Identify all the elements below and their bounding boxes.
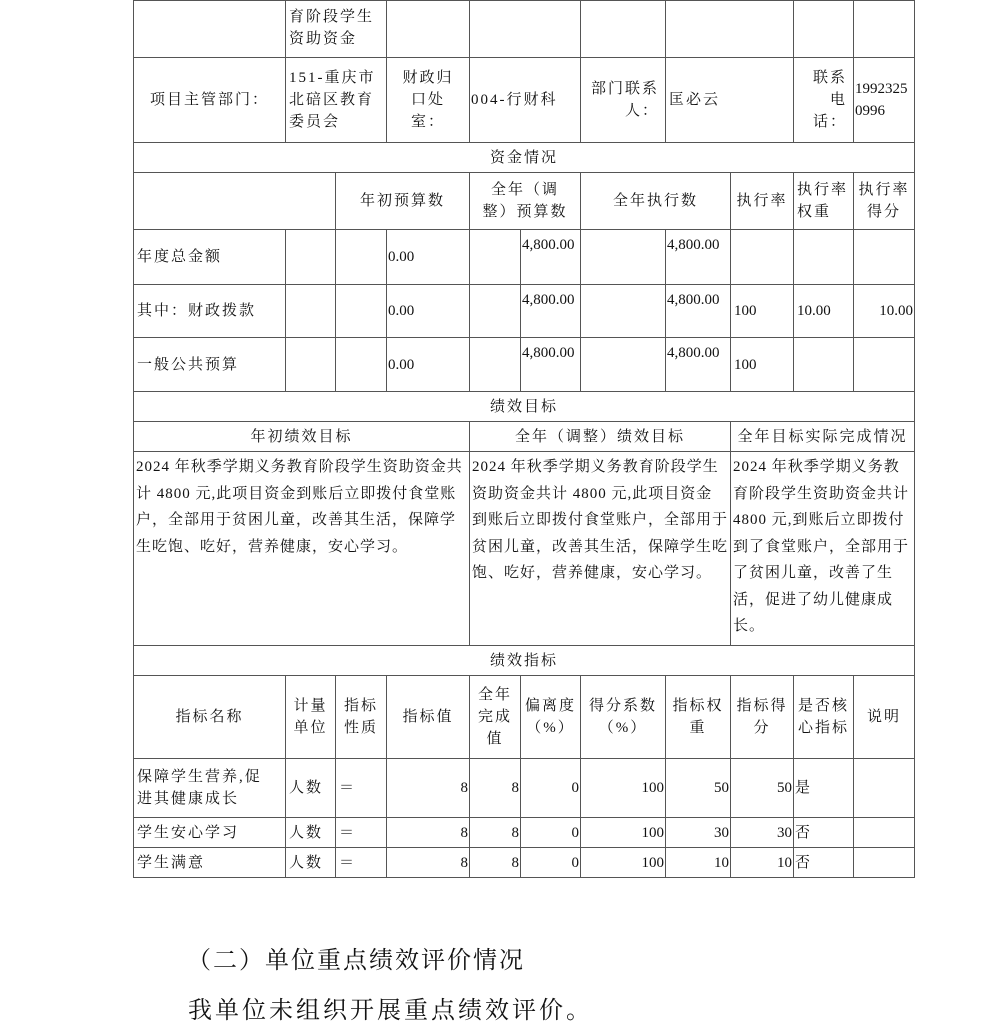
ind-row-note [853,847,915,878]
funds-row-executed: 4,800.00 [665,337,731,392]
phone-value: 19923250996 [853,57,915,143]
funds-header-initial: 年初预算数 [335,172,470,230]
empty-cell [469,284,521,338]
empty-cell [793,0,854,58]
funds-row-executed: 4,800.00 [665,229,731,285]
ind-row-name: 学生安心学习 [133,817,286,848]
empty-cell [469,337,521,392]
empty-cell [335,229,387,285]
funds-row-weight: 10.00 [793,284,854,338]
ind-row-name: 保障学生营养,促进其健康成长 [133,758,286,818]
ind-header-score: 指标得分 [730,675,794,759]
funds-row-initial: 0.00 [386,284,470,338]
empty-cell [580,284,666,338]
phone-label: 联系电话： [793,57,854,143]
finance-value: 004-行财科 [469,57,581,143]
ind-row-deviation: 0 [520,847,581,878]
indicators-section-title: 绩效指标 [133,645,915,676]
funds-row-label: 一般公共预算 [133,337,286,392]
ind-row-nature: ＝ [335,758,387,818]
funds-row-score: 10.00 [853,284,915,338]
empty-cell [580,229,666,285]
ind-row-note [853,758,915,818]
ind-row-actual: 8 [469,847,521,878]
funds-row-label: 年度总金额 [133,229,286,285]
ind-row-actual: 8 [469,817,521,848]
dept-label: 项目主管部门： [133,57,286,143]
funds-row-score [853,337,915,392]
funds-row-label: 其中：财政拨款 [133,284,286,338]
ind-row-coef: 100 [580,847,666,878]
empty-cell [285,284,336,338]
ind-row-unit: 人数 [285,758,336,818]
goal-adjusted-text: 2024 年秋季学期义务教育阶段学生资助资金共计 4800 元,此项目资金到账后立即拨付食堂账户，全部用于贫困儿童，改善其生活，保障学生吃饱、吃好，营养健康，安心学习。 [469,451,731,646]
funds-row-weight [793,229,854,285]
funds-header-executed: 全年执行数 [580,172,731,230]
ind-row-unit: 人数 [285,847,336,878]
ind-row-target: 8 [386,758,470,818]
funds-row-adjusted: 4,800.00 [520,337,581,392]
goals-header-initial: 年初绩效目标 [133,421,470,452]
ind-header-unit: 计量单位 [285,675,336,759]
funds-row-weight [793,337,854,392]
ind-row-score: 50 [730,758,794,818]
dept-value: 151-重庆市北碚区教育委员会 [285,57,387,143]
funds-header-rate: 执行率 [730,172,794,230]
ind-header-name: 指标名称 [133,675,286,759]
goal-initial-text: 2024 年秋季学期义务教育阶段学生资助资金共计 4800 元,此项目资金到账后立即拨付食堂账户，全部用于贫困儿童，改善其生活，保障学生吃饱、吃好，营养健康，安心学习。 [133,451,470,646]
empty-cell [665,0,794,58]
name-label-cell [133,0,286,58]
ind-row-core: 否 [793,847,854,878]
ind-row-score: 30 [730,817,794,848]
ind-row-target: 8 [386,817,470,848]
ind-row-weight: 50 [665,758,731,818]
ind-header-core: 是否核心指标 [793,675,854,759]
ind-header-nature: 指标性质 [335,675,387,759]
ind-row-core: 否 [793,817,854,848]
finance-label: 财政归口处室： [386,57,470,143]
empty-cell [469,0,581,58]
ind-row-weight: 30 [665,817,731,848]
empty-cell [285,337,336,392]
ind-row-weight: 10 [665,847,731,878]
ind-header-deviation: 偏离度（%） [520,675,581,759]
empty-cell [386,0,470,58]
ind-row-deviation: 0 [520,817,581,848]
empty-cell [469,229,521,285]
goal-actual-text: 2024 年秋季学期义务教育阶段学生资助资金共计 4800 元,到账后立即拨付到了食堂账户，全部用于了贫困儿童，改善了生活，促进了幼儿健康成长。 [730,451,915,646]
funds-row-initial: 0.00 [386,229,470,285]
goals-header-actual: 全年目标实际完成情况 [730,421,915,452]
ind-header-target: 指标值 [386,675,470,759]
ind-row-note [853,817,915,848]
ind-row-coef: 100 [580,817,666,848]
funds-row-initial: 0.00 [386,337,470,392]
ind-row-actual: 8 [469,758,521,818]
funds-row-score [853,229,915,285]
ind-row-target: 8 [386,847,470,878]
funds-row-rate: 100 [730,284,794,338]
funds-row-adjusted: 4,800.00 [520,229,581,285]
ind-row-deviation: 0 [520,758,581,818]
funds-header-adjusted: 全年（调整）预算数 [469,172,581,230]
funds-header-weight: 执行率权重 [793,172,854,230]
section2-body: 我单位未组织开展重点绩效评价。 [188,998,593,1024]
ind-header-actual: 全年完成值 [469,675,521,759]
contact-label: 部门联系人： [580,57,666,143]
contact-value: 匡必云 [665,57,794,143]
funds-header-blank [133,172,336,230]
empty-cell [853,0,915,58]
goals-header-adjusted: 全年（调整）绩效目标 [469,421,731,452]
funds-header-score: 执行率得分 [853,172,915,230]
empty-cell [285,229,336,285]
project-name-tail: 育阶段学生资助资金 [285,0,387,58]
ind-row-score: 10 [730,847,794,878]
empty-cell [580,337,666,392]
ind-row-name: 学生满意 [133,847,286,878]
ind-header-note: 说明 [853,675,915,759]
ind-header-coef: 得分系数（%） [580,675,666,759]
ind-row-unit: 人数 [285,817,336,848]
ind-row-coef: 100 [580,758,666,818]
goals-section-title: 绩效目标 [133,391,915,422]
section2-heading: （二）单位重点绩效评价情况 [187,948,525,974]
empty-cell [335,337,387,392]
funds-section-title: 资金情况 [133,142,915,173]
ind-header-weight: 指标权重 [665,675,731,759]
funds-row-executed: 4,800.00 [665,284,731,338]
ind-row-nature: ＝ [335,847,387,878]
ind-row-core: 是 [793,758,854,818]
empty-cell [580,0,666,58]
funds-row-adjusted: 4,800.00 [520,284,581,338]
ind-row-nature: ＝ [335,817,387,848]
funds-row-rate: 100 [730,337,794,392]
funds-row-rate [730,229,794,285]
empty-cell [335,284,387,338]
